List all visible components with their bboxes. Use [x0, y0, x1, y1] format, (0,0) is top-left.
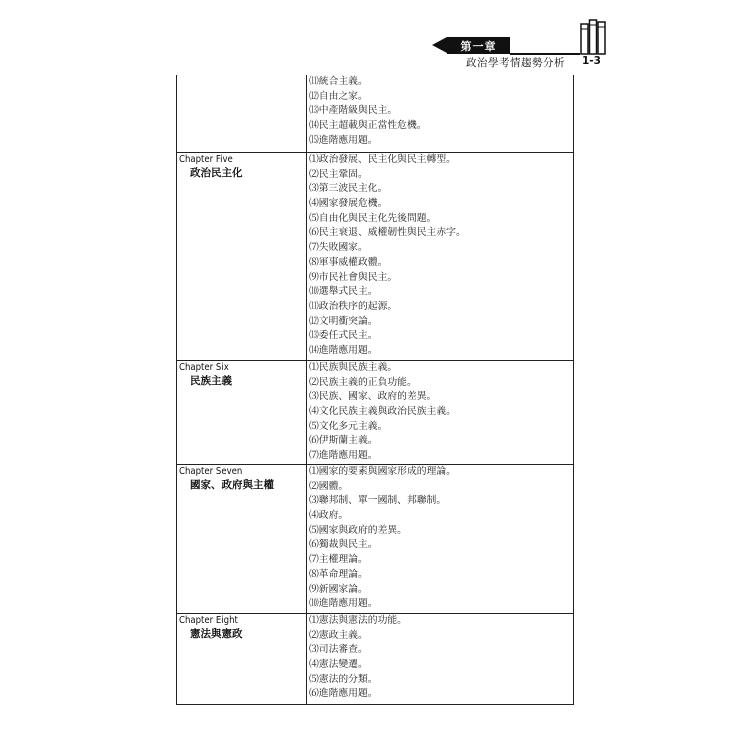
topic-item: ⑺失敗國家。: [309, 242, 368, 254]
topic-item: ⑻軍事威權政體。: [309, 256, 388, 268]
chapter-tab-arrow: [432, 37, 447, 53]
topic-item: ⑴政治發展、民主化與民主轉型。: [309, 154, 456, 165]
topic-list: [309, 465, 456, 612]
topic-item: ⑸文化多元主義。: [309, 420, 388, 432]
chapter-tab: 第一章: [447, 37, 510, 54]
books-icon: [580, 19, 606, 55]
topic-item: ⑷文化民族主義與政治民族主義。: [309, 406, 456, 418]
chapter-english-title: Chapter Seven: [179, 466, 243, 477]
chapter-chinese-title: 政治民主化: [190, 167, 243, 179]
topic-item: ⒀中產階級與民主。: [309, 105, 398, 117]
table-right-border: [573, 75, 574, 705]
topic-item: ⒂進階應用題。: [309, 134, 378, 146]
chapter-cell: [179, 615, 243, 641]
chapter-cell: [179, 362, 232, 388]
topic-item: ⑶第三波民主化。: [309, 183, 388, 195]
topic-item: ⑹獨裁與民主。: [309, 539, 378, 551]
topic-item: ⑴國家的要素與國家形成的理論。: [309, 466, 456, 477]
chapter-english-title: Chapter Eight: [179, 615, 238, 626]
topic-item: ⑼市民社會與民主。: [309, 271, 398, 283]
chapter-outline-table: [176, 75, 574, 705]
table-left-border: [176, 75, 177, 705]
topic-item: ⑵民族主義的正負功能。: [309, 376, 417, 388]
topic-item: ⑷政府。: [309, 510, 349, 522]
topic-item: ⒀委任式民主。: [309, 330, 378, 342]
topic-item: ⑽進階應用題。: [309, 598, 378, 610]
topic-list: [309, 153, 466, 359]
topic-item: ⑼新國家論。: [309, 583, 368, 595]
page-number: 1-3: [582, 55, 601, 67]
topic-item: ⒁民主超載與正當性危機。: [309, 120, 427, 132]
topic-list: [309, 614, 407, 702]
topic-item: ⑸憲法的分類。: [309, 673, 378, 685]
topic-item: ⑶聯邦制、單一國制、邦聯制。: [309, 495, 447, 507]
chapter-chinese-title: 民族主義: [190, 375, 232, 387]
topic-item: ⑹民主衰退、威權韌性與民主赤字。: [309, 227, 466, 239]
chapter-english-title: Chapter Five: [179, 154, 233, 165]
topic-item: ⑷國家發展危機。: [309, 198, 388, 210]
chapter-chinese-title: 憲法與憲政: [190, 628, 243, 640]
running-title: 政治學考情趨勢分析: [466, 57, 565, 69]
chapter-chinese-title: 國家、政府與主權: [190, 479, 274, 491]
topic-item: ⑾政治秩序的起源。: [309, 300, 398, 312]
topic-item: ⑸國家與政府的差異。: [309, 524, 407, 536]
topic-list: [309, 75, 427, 148]
topic-item: ⑶司法審查。: [309, 644, 368, 656]
topic-item: ⑻革命理論。: [309, 568, 368, 580]
topic-item: ⑵國體。: [309, 480, 349, 492]
topic-item: ⑸自由化與民主化先後問題。: [309, 212, 437, 224]
table-column-divider: [306, 75, 307, 705]
topic-item: ⑾統合主義。: [309, 76, 368, 87]
topic-item: ⑴民族與民族主義。: [309, 362, 398, 373]
table-bottom-border: [176, 704, 574, 705]
topic-item: ⑿自由之家。: [309, 90, 368, 102]
chapter-english-title: Chapter Six: [179, 362, 229, 373]
topic-item: ⑵憲政主義。: [309, 629, 368, 641]
chapter-cell: [179, 466, 274, 492]
topic-list: [309, 361, 456, 464]
topic-item: ⒁進階應用題。: [309, 344, 378, 356]
topic-item: ⑶民族、國家、政府的差異。: [309, 391, 437, 403]
topic-item: ⑴憲法與憲法的功能。: [309, 615, 407, 626]
topic-item: ⑺主權理論。: [309, 554, 368, 566]
topic-item: ⑹伊斯蘭主義。: [309, 435, 378, 447]
topic-item: ⑿文明衝突論。: [309, 315, 378, 327]
topic-item: ⑺進階應用題。: [309, 450, 378, 462]
topic-item: ⑽選舉式民主。: [309, 286, 378, 298]
topic-item: ⑷憲法變遷。: [309, 659, 368, 671]
topic-item: ⑵民主鞏固。: [309, 168, 368, 180]
topic-item: ⑹進階應用題。: [309, 688, 378, 700]
chapter-cell: [179, 154, 243, 180]
